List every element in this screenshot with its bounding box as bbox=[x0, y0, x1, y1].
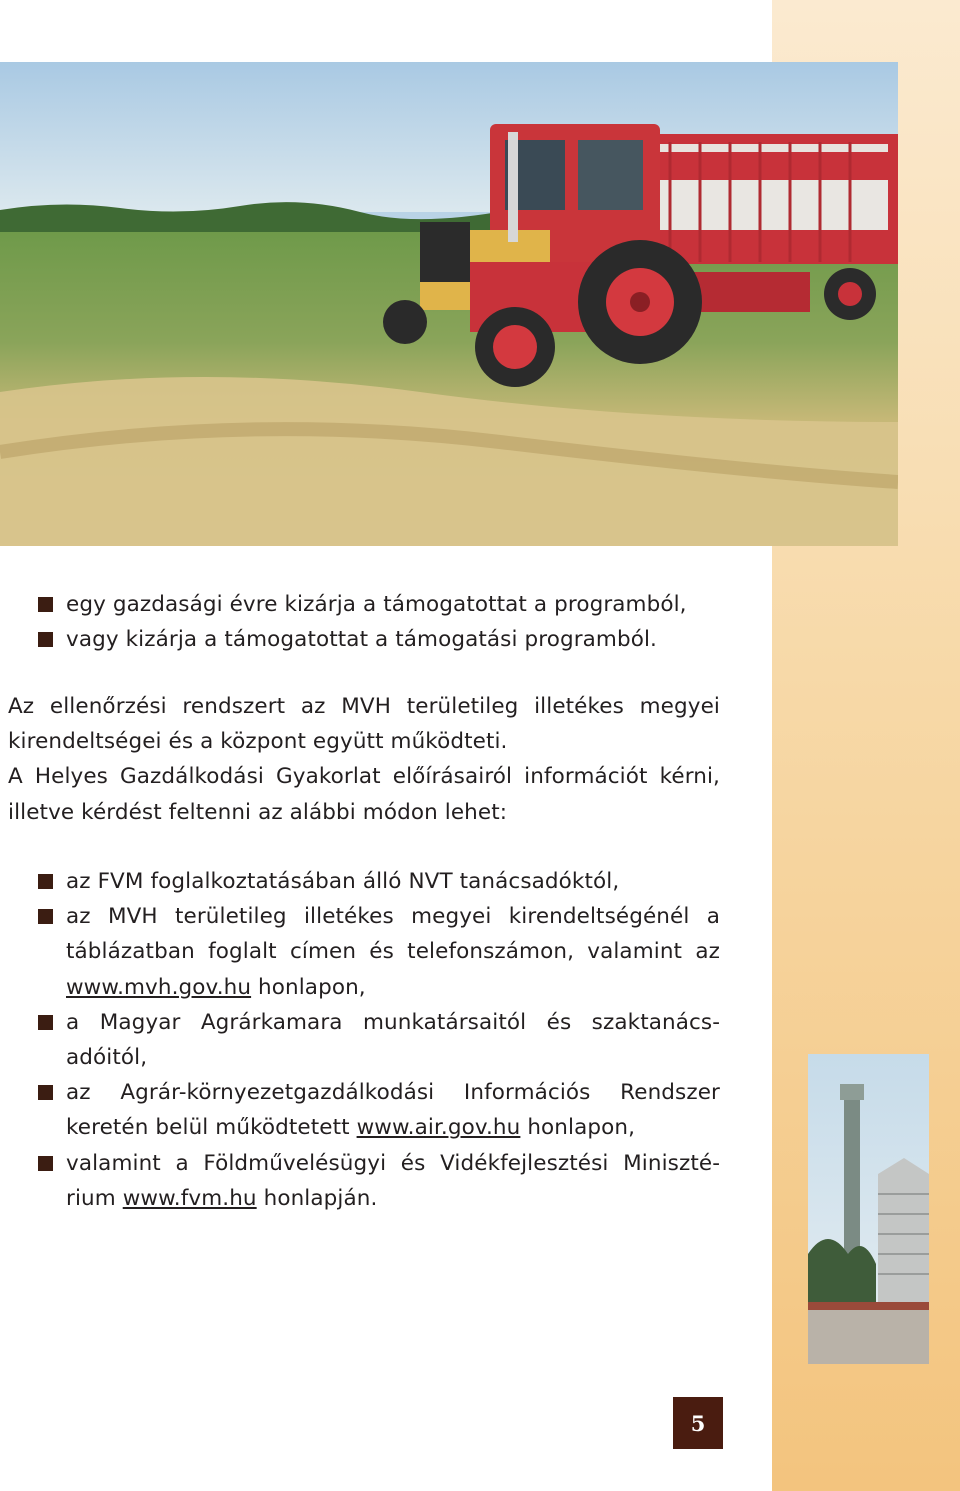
bullet-square-icon bbox=[38, 1085, 53, 1100]
list-item-text-suffix: honlapon, bbox=[520, 1115, 636, 1141]
list-item-text: valamint a Földművelésügyi és Vidékfejlesztési Minisztérium bbox=[66, 1150, 720, 1211]
list-item bbox=[4, 899, 720, 1005]
tractor-field-photo bbox=[0, 62, 898, 546]
list-item-text-suffix: honlapján. bbox=[256, 1185, 378, 1211]
list-item-text: a Magyar Agrárkamara munkatársaitól és szaktanácsadóitól, bbox=[66, 1009, 720, 1071]
bullet-square-icon bbox=[38, 1015, 53, 1030]
contact-list bbox=[4, 864, 720, 1216]
bullet-square-icon bbox=[38, 909, 53, 924]
list-item bbox=[4, 1005, 720, 1075]
intro-bullet-block bbox=[4, 587, 720, 657]
air-website-link[interactable]: www.air.gov.hu bbox=[356, 1115, 521, 1141]
list-item-text: egy gazdasági évre kizárja a támogatottat a programból, bbox=[66, 592, 687, 617]
paragraph-control-system: Az ellenőrzési rendszert az MVH területileg illetékes megyei kirendeltségei és a központ együtt működteti. bbox=[8, 694, 720, 755]
list-item bbox=[4, 587, 720, 622]
list-item-text: vagy kizárja a támogatottat a támogatási programból. bbox=[66, 627, 657, 653]
contact-bullet-block bbox=[4, 864, 720, 1216]
page-number: 5 bbox=[673, 1397, 723, 1449]
sanction-list bbox=[4, 587, 720, 657]
list-item-text: az Agrár-környezetgazdálkodási Információs Rendszer keretén belül működtetett bbox=[66, 1080, 720, 1141]
list-item-text: az MVH területileg illetékes megyei kirendeltségénél a táblázatban foglalt címen és telefonszámon, valamint az bbox=[66, 904, 720, 965]
bullet-square-icon bbox=[38, 597, 53, 612]
paragraph-info-request: A Helyes Gazdálkodási Gyakorlat előírásairól információt kérni, illetve kérdést feltenni az alábbi módon lehet: bbox=[8, 764, 720, 825]
list-item-text: az FVM foglalkoztatásában álló NVT tanácsadóktól, bbox=[66, 869, 620, 894]
body-paragraphs bbox=[4, 689, 720, 830]
list-item bbox=[4, 622, 720, 657]
bullet-square-icon bbox=[38, 632, 53, 647]
bullet-square-icon bbox=[38, 874, 53, 889]
list-item bbox=[4, 864, 720, 899]
list-item-text-suffix: honlapon, bbox=[251, 974, 366, 1000]
list-item bbox=[4, 1075, 720, 1145]
fvm-website-link[interactable]: www.fvm.hu bbox=[122, 1185, 257, 1211]
grain-silo-photo bbox=[808, 1054, 929, 1364]
list-item bbox=[4, 1146, 720, 1216]
mvh-website-link[interactable]: www.mvh.gov.hu bbox=[66, 974, 252, 1000]
bullet-square-icon bbox=[38, 1156, 53, 1171]
